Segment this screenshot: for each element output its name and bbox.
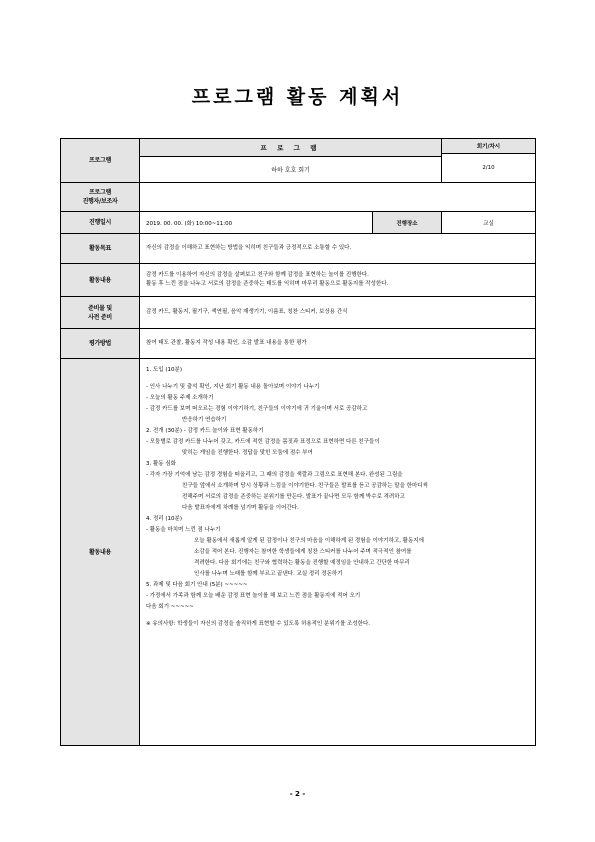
plan-row xyxy=(61,359,535,745)
date-row xyxy=(61,212,535,234)
plan-line: 친구들 앞에서 소개하며 당시 상황과 느낌을 이야기한다. 친구들은 발표를 듣고 공감하는 말을 한마디씩 xyxy=(182,483,428,489)
program-name-cell xyxy=(140,139,442,182)
page-number: - 2 - xyxy=(289,790,306,798)
plan-line: - 오늘의 활동 주제 소개하기 xyxy=(146,395,214,401)
place-value: 교실 xyxy=(483,220,494,227)
plan-line: 소감을 적어 본다. 진행자는 참여한 학생들에게 칭찬 스티커를 나누어 주며 적극적인 참여를 xyxy=(194,549,412,555)
plan-line: 3. 활동 심화 xyxy=(146,461,176,467)
plan-label: 활동내용 xyxy=(61,359,140,745)
program-title-header: 프 로 그 램 xyxy=(140,139,441,157)
plan-line: 다음 발표자에게 차례를 넘기며 활동을 이어간다. xyxy=(182,505,299,511)
facilitator-label: 프로그램 진행자/보조자 xyxy=(61,183,140,211)
evaluation-label: 평가방법 xyxy=(61,329,140,358)
evaluation-row xyxy=(61,329,535,359)
plan-line: - 감정 카드를 보며 떠오르는 경험 이야기하기, 친구들의 이야기에 귀 기울이며 서로 공감하고 xyxy=(146,406,368,412)
plan-line: - 가정에서 가족과 함께 오늘 배운 감정 표현 놀이를 해 보고 느낀 점을 활동지에 적어 오기 xyxy=(146,593,361,599)
plan-line: 다음 회기 ~~~~~ xyxy=(146,604,194,610)
program-row xyxy=(61,139,535,183)
plan-line: ※ 유의사항: 학생들이 자신의 감정을 솔직하게 표현할 수 있도록 허용적인 분위기를 조성한다. xyxy=(146,621,371,627)
plan-line: - 모둠별로 감정 카드를 나누어 갖고, 카드에 적힌 감정을 몸짓과 표정으로 표현하면 다른 친구들이 xyxy=(146,439,380,445)
plan-line: 맞히는 게임을 진행한다. 정답을 맞힌 모둠에 점수 부여 xyxy=(182,450,313,456)
plan-line: 4. 정리 (10분) xyxy=(146,516,182,522)
plan-line: 인사를 나누며 노래를 함께 부르고 끝낸다. 교실 정리 정돈하기 xyxy=(194,571,343,577)
goal-value: 자신의 감정을 이해하고 표현하는 방법을 익히며 친구들과 긍정적으로 소통할 수 있다. xyxy=(146,245,352,251)
session-label: 회기/차시 xyxy=(442,139,535,154)
session-value: 2/10 xyxy=(482,164,495,171)
plan-line: 2. 전개 (30분) - 감정 카드 놀이와 표현 활동하기 xyxy=(146,428,264,434)
evaluation-value: 참여 태도 관찰, 활동지 작성 내용 확인, 소감 발표 내용을 통한 평가 xyxy=(146,340,307,346)
date-value: 2019. 00. 00. (화) 10:00~11:00 xyxy=(140,212,373,233)
goal-label: 활동목표 xyxy=(61,234,140,263)
plan-line: 격려한다. 다음 회기에는 친구와 협력하는 활동을 진행할 예정임을 안내하고 간단한 마무리 xyxy=(194,560,410,566)
plan-line: - 활동을 마치며 느낀 점 나누기 xyxy=(146,527,221,533)
content-value: 감정 카드를 이용하여 자신의 감정을 살펴보고 친구와 함께 감정을 표현하는 놀이를 진행한다. 활동 후 느낀 점을 나누고 서로의 감정을 존중하는 태도를 익히며 마무리 활동으로 활동지를 작성한다. xyxy=(146,272,389,287)
place-label: 진행장소 xyxy=(373,212,442,233)
session-cell xyxy=(442,139,535,182)
plan-table xyxy=(60,138,536,746)
facilitator-value xyxy=(140,183,535,211)
plan-line: - 각자 가장 기억에 남는 감정 경험을 떠올리고, 그 때의 감정을 색깔과 그림으로 표현해 본다. 완성된 그림을 xyxy=(146,472,403,478)
materials-row xyxy=(61,297,535,329)
plan-line: 반응하기 연습하기 xyxy=(182,417,227,423)
materials-value: 감정 카드, 활동지, 필기구, 색연필, 음악 재생기기, 이름표, 칭찬 스티커, 보상용 간식 xyxy=(146,309,348,315)
goal-row xyxy=(61,234,535,264)
materials-label: 준비물 및 사전 준비 xyxy=(61,297,140,328)
plan-line: 오늘 활동에서 새롭게 알게 된 감정이나 친구의 마음을 이해하게 된 경험을 이야기하고, 활동지에 xyxy=(194,538,424,544)
plan-line: 전해주며 서로의 감정을 존중하는 분위기를 만든다. 발표가 끝나면 모두 함께 박수로 격려하고 xyxy=(182,494,405,500)
plan-line: 1. 도입 (10분) xyxy=(146,367,182,373)
plan-content xyxy=(140,359,535,745)
content-row xyxy=(61,264,535,297)
program-name: 하하 호호 회기 xyxy=(271,166,310,174)
date-label: 진행일시 xyxy=(61,212,140,233)
facilitator-row xyxy=(61,183,535,212)
plan-line: 5. 과제 및 다음 회기 안내 (5분) ~~~~~ xyxy=(146,582,248,588)
document-title: 프로그램 활동 계획서 xyxy=(191,86,404,108)
plan-line: - 인사 나누기 및 출석 확인, 지난 회기 활동 내용 돌아보며 이야기 나누기 xyxy=(146,384,320,390)
content-label: 활동내용 xyxy=(61,264,140,296)
program-label: 프로그램 xyxy=(61,139,140,182)
